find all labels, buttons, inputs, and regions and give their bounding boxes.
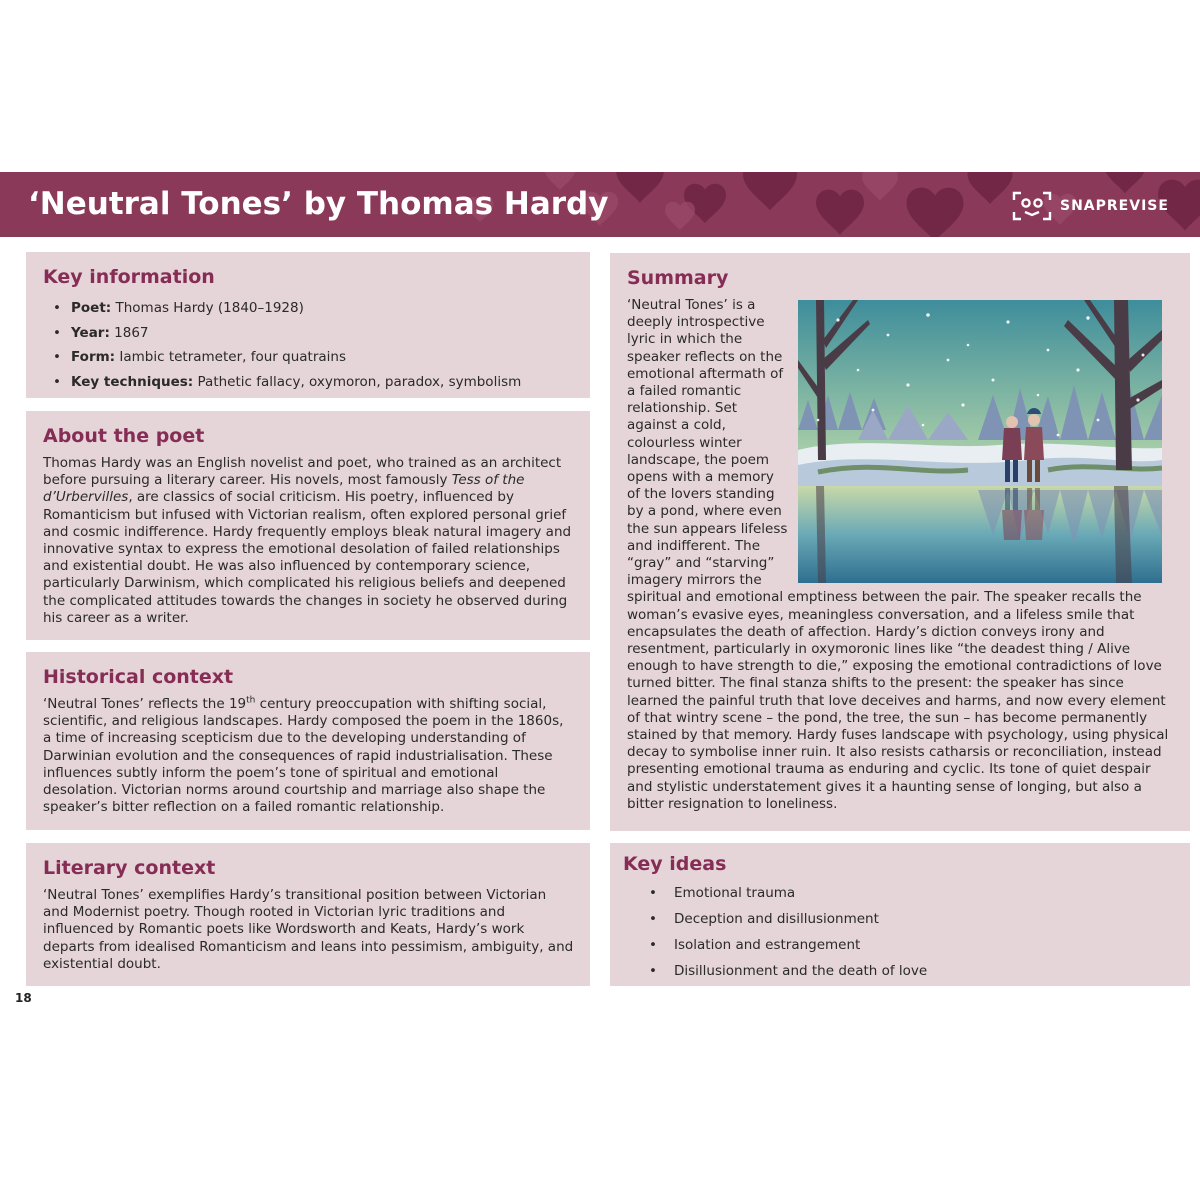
summary-body [627, 297, 1174, 813]
novel-title: Tess of the d’Urbervilles [43, 472, 525, 506]
historical-context-panel [26, 652, 590, 830]
list-item [53, 296, 574, 321]
summary-panel [610, 253, 1190, 831]
historical-context-heading: Historical context [43, 666, 234, 688]
literary-context-panel [26, 843, 590, 986]
brand-logo[interactable] [1012, 190, 1169, 222]
list-item [53, 370, 574, 395]
key-ideas-panel [610, 843, 1190, 986]
list-item [53, 321, 574, 346]
superscript: th [246, 695, 256, 706]
key-ideas-heading: Key ideas [623, 853, 727, 875]
list-item: • Disillusionment and the death of love [649, 958, 1174, 984]
literary-context-heading: Literary context [43, 857, 216, 879]
text-run: , are classics of social criticism. His poetry, influenced by Romanticism but infused with Victorian realism, often explored personal grief and cosmic indifference. Hardy frequently employs bleak natural imagery and innovative syntax to express the emotional desolation of failed relationships and existential doubt. He was also influenced by contemporary science, particularly Darwinism, which complicated his religious beliefs and deepened the complicated attitudes towards the changes in society he observed during his career as a writer. [43, 489, 572, 626]
key-information-heading: Key information [43, 266, 215, 288]
page-title: ‘Neutral Tones’ by Thomas Hardy [28, 186, 609, 222]
face-icon [1012, 190, 1052, 222]
text-run: century preoccupation with shifting social, scientific, and religious landscapes. Hardy composed the poem in the 1860s, a time of increasing scepticism due to the developing understanding of Darwinian evolution and the consequences of rapid industrialisation. These influences subtly inform the poem’s tone of spiritual and emotional desolation. Victorian norms around courtship and marriage also shape the speaker’s bitter reflection on a failed romantic relationship. [43, 696, 564, 816]
item-label: Form: [71, 349, 116, 365]
item-value: Pathetic fallacy, oxymoron, paradox, symbolism [197, 373, 522, 390]
text-run: ‘Neutral Tones’ reflects the 19 [43, 696, 247, 712]
page-number: 18 [15, 991, 32, 1005]
item-value: Thomas Hardy (1840–1928) [115, 300, 304, 316]
item-label: Poet: [71, 300, 112, 316]
key-information-panel [26, 252, 590, 398]
winter-pond-illustration [798, 300, 1162, 583]
brand-name: SNAPREVISE [1060, 198, 1169, 214]
item-label: Key techniques: [71, 373, 194, 390]
list-item: • Isolation and estrangement [649, 932, 1174, 958]
about-poet-heading: About the poet [43, 425, 205, 447]
list-item [53, 345, 574, 370]
header-banner [0, 172, 1200, 237]
item-value: 1867 [114, 324, 149, 341]
about-poet-panel [26, 411, 590, 640]
text-run: Thomas Hardy was an English novelist and poet, who trained as an architect before pursuing a literary career. His novels, most famously [43, 455, 562, 489]
historical-context-text [43, 696, 574, 816]
list-item: • Emotional trauma [649, 880, 1174, 906]
list-item: • Deception and disillusionment [649, 906, 1174, 932]
item-value: Iambic tetrameter, four quatrains [119, 349, 346, 365]
literary-context-text: ‘Neutral Tones’ exemplifies Hardy’s transitional position between Victorian and Modernist poetry. Though rooted in Victorian lyric traditions and influenced by Romantic poets like Wordsworth and Keats, Hardy’s work departs from idealised Romanticism and leans into pessimism, ambiguity, and existential doubt. [43, 887, 574, 972]
summary-text: ‘Neutral Tones’ is a deeply introspective lyric in which the speaker reflects on the emotional aftermath of a failed romantic relationship. Set against a cold, colourless winter landscape, the poem opens with a memory of the lovers standing by a pond, where even the sun appears lifeless and indifferent. The “gray” and “starving” imagery mirrors the spiritual and emotional emptiness between the pair. The speaker recalls the woman’s evasive eyes, meaningless conversation, and a lifeless smile that encapsulates the death of affection. Hardy’s diction conveys irony and resentment, particularly in oxymoronic lines like “the deadest thing / Alive enough to have strength to die,” exposing the emotional contradictions of love turned bitter. The final stanza shifts to the present: the speaker has since learned the painful truth that love deceives and harms, and now every element of that wintry scene – the pond, the tree, the sun – has become permanently stained by that memory. Hardy fuses landscape with psychology, using physical decay to symbolise inner ruin. It also resists catharsis or reconciliation, instead presenting emotional trauma as enduring and cyclic. Its tone of quiet despair and stylistic understatement gives it a haunting sense of longing, but also a bitter resignation to loneliness. [627, 297, 1169, 812]
key-information-list [43, 296, 574, 394]
item-label: Year: [71, 324, 110, 341]
summary-heading: Summary [627, 267, 729, 289]
about-poet-text [43, 455, 574, 627]
key-ideas-list [623, 880, 1174, 984]
